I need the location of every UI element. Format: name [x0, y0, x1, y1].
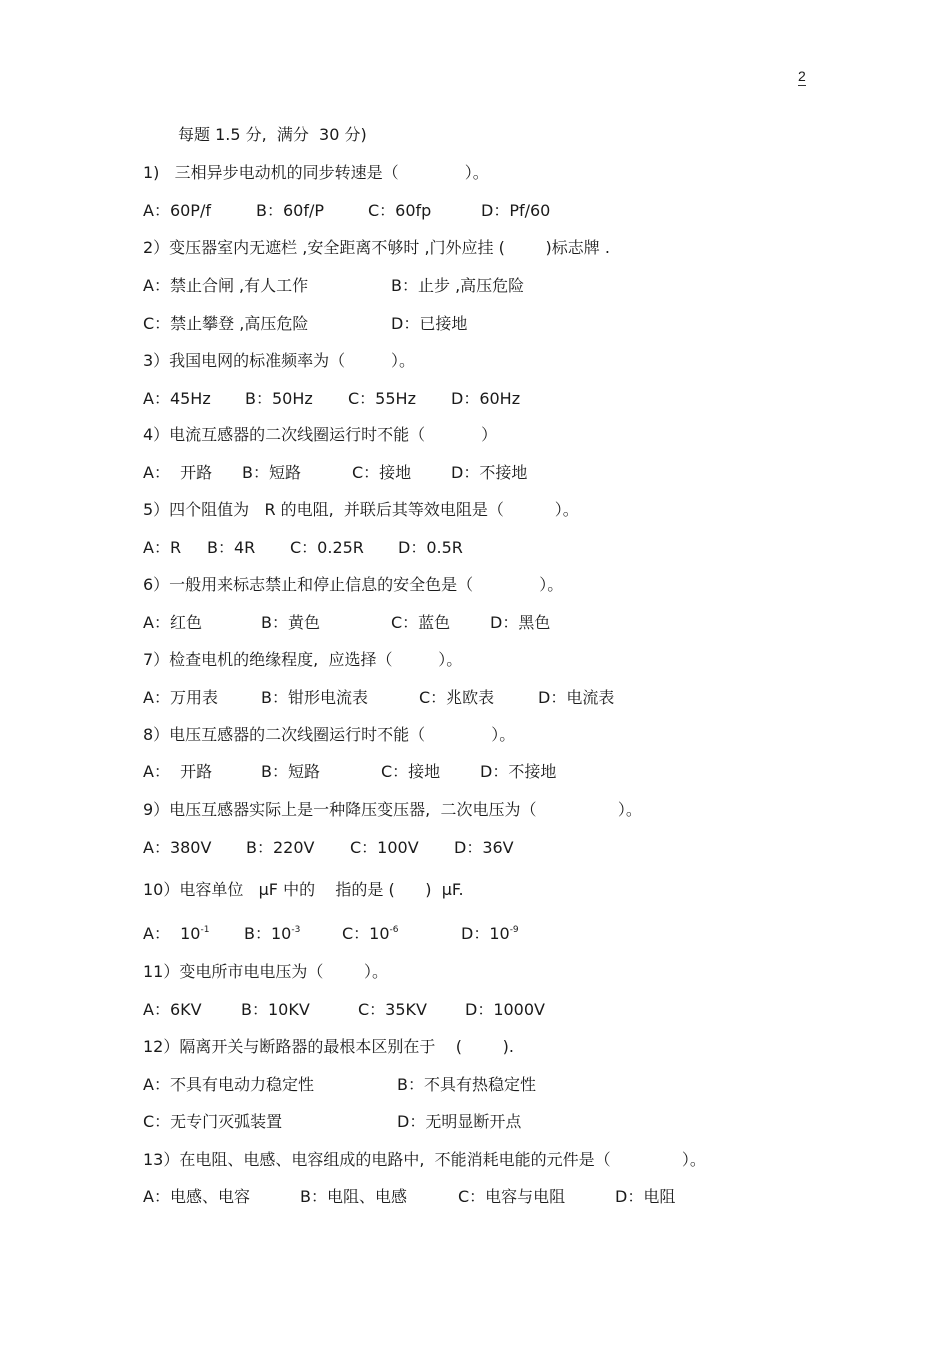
option-c: C：0.25R [290, 538, 364, 557]
question-12-options-row1 [143, 1075, 843, 1095]
question-8-options [143, 762, 843, 782]
option-c: C：蓝色 [391, 613, 451, 632]
question-5-options [143, 538, 843, 558]
page-number: 2 [798, 68, 806, 84]
option-d: D：$10^{-9}$ [461, 924, 519, 943]
question-7-options [143, 688, 843, 708]
option-b: B：$10^{-3}$ [244, 924, 301, 943]
question-1-stem: 1) 三相异步电动机的同步转速是（ ）。 [143, 163, 489, 182]
question-11-options [143, 1000, 843, 1020]
option-d: D：无明显断开点 [397, 1112, 522, 1131]
option-c: C：接地 [381, 762, 441, 781]
exponent: -6 [389, 925, 399, 935]
option-d: D：不接地 [451, 463, 528, 482]
option-a: A： $10^{-1}$ [143, 924, 210, 943]
option-b: B：短路 [261, 762, 320, 781]
option-d: D：黑色 [490, 613, 551, 632]
option-b: B：60f/P [256, 201, 325, 220]
question-9-options [143, 838, 843, 858]
question-3-options [143, 389, 843, 409]
option-c: C：35KV [358, 1000, 427, 1019]
option-d: D：0.5R [398, 538, 463, 557]
question-6-stem: 6）一般用来标志禁止和停止信息的安全色是（ ）。 [143, 575, 564, 594]
option-a: A：红色 [143, 613, 202, 632]
question-7-stem: 7）检查电机的绝缘程度, 应选择（ ）。 [143, 650, 463, 669]
option-b: B：220V [246, 838, 315, 857]
option-a: A：60P/f [143, 201, 211, 220]
option-b: B：止步 ,高压危险 [391, 276, 525, 295]
option-c: C：电容与电阻 [458, 1187, 566, 1206]
option-a: A：6KV [143, 1000, 202, 1019]
option-d: D：36V [454, 838, 514, 857]
option-a: A：380V [143, 838, 212, 857]
question-11-stem: 11）变电所市电电压为（ ）。 [143, 962, 389, 981]
option-d: D：已接地 [391, 314, 468, 333]
question-9-stem: 9）电压互感器实际上是一种降压变压器, 二次电压为（ ）。 [143, 800, 642, 819]
option-a: A：不具有电动力稳定性 [143, 1075, 314, 1094]
option-c: C：无专门灭弧装置 [143, 1112, 283, 1131]
question-13-stem: 13）在电阻、电感、电容组成的电路中, 不能消耗电能的元件是（ ）。 [143, 1150, 706, 1169]
option-a: A：禁止合闸 ,有人工作 [143, 276, 309, 295]
option-c: C：100V [350, 838, 419, 857]
question-10-stem: 10）电容单位 μF 中的 指的是 ( ) μF. [143, 880, 464, 899]
section-intro: 每题 1.5 分, 满分 30 分) [178, 125, 367, 144]
question-10-options [143, 924, 843, 944]
option-c: C：接地 [352, 463, 412, 482]
option-c: C：禁止攀登 ,高压危险 [143, 314, 309, 333]
option-d: D：不接地 [480, 762, 557, 781]
question-2-options-row2 [143, 314, 843, 334]
option-b: B：短路 [242, 463, 301, 482]
option-d: D：Pf/60 [481, 201, 551, 220]
option-d: D：电流表 [538, 688, 615, 707]
option-a: A： 开路 [143, 762, 213, 781]
question-6-options [143, 613, 843, 633]
option-c: C：55Hz [348, 389, 416, 408]
option-a: A：电感、电容 [143, 1187, 250, 1206]
option-c: C：60fp [368, 201, 432, 220]
option-d: D：1000V [465, 1000, 545, 1019]
option-b: B：电阻、电感 [300, 1187, 407, 1206]
question-1-options [143, 201, 843, 221]
question-5-stem: 5）四个阻值为 R 的电阻, 并联后其等效电阻是（ ）。 [143, 500, 579, 519]
question-2-stem: 2）变压器室内无遮栏 ,安全距离不够时 ,门外应挂 ( )标志牌 . [143, 238, 610, 257]
option-b: B：10KV [241, 1000, 310, 1019]
exponent: -3 [291, 925, 301, 935]
option-b: B：50Hz [245, 389, 313, 408]
option-a: A：R [143, 538, 182, 557]
option-b: B：黄色 [261, 613, 320, 632]
question-13-options [143, 1187, 843, 1207]
option-d: D：电阻 [615, 1187, 676, 1206]
exponent: -1 [200, 925, 210, 935]
option-c: C：$10^{-6}$ [342, 924, 399, 943]
option-a: A：万用表 [143, 688, 218, 707]
question-8-stem: 8）电压互感器的二次线圈运行时不能（ ）。 [143, 725, 516, 744]
question-12-options-row2 [143, 1112, 843, 1132]
option-a: A： 开路 [143, 463, 213, 482]
option-b: B：不具有热稳定性 [397, 1075, 536, 1094]
question-4-stem: 4）电流互感器的二次线圈运行时不能（ ） [143, 425, 498, 444]
exponent: -9 [509, 925, 519, 935]
question-3-stem: 3）我国电网的标准频率为（ ）。 [143, 351, 415, 370]
question-4-options [143, 463, 843, 483]
question-12-stem: 12）隔离开关与断路器的最根本区别在于 ( ). [143, 1037, 514, 1056]
question-2-options-row1 [143, 276, 843, 296]
option-c: C：兆欧表 [419, 688, 495, 707]
option-a: A：45Hz [143, 389, 211, 408]
option-b: B：4R [207, 538, 256, 557]
option-d: D：60Hz [451, 389, 521, 408]
option-b: B：钳形电流表 [261, 688, 368, 707]
